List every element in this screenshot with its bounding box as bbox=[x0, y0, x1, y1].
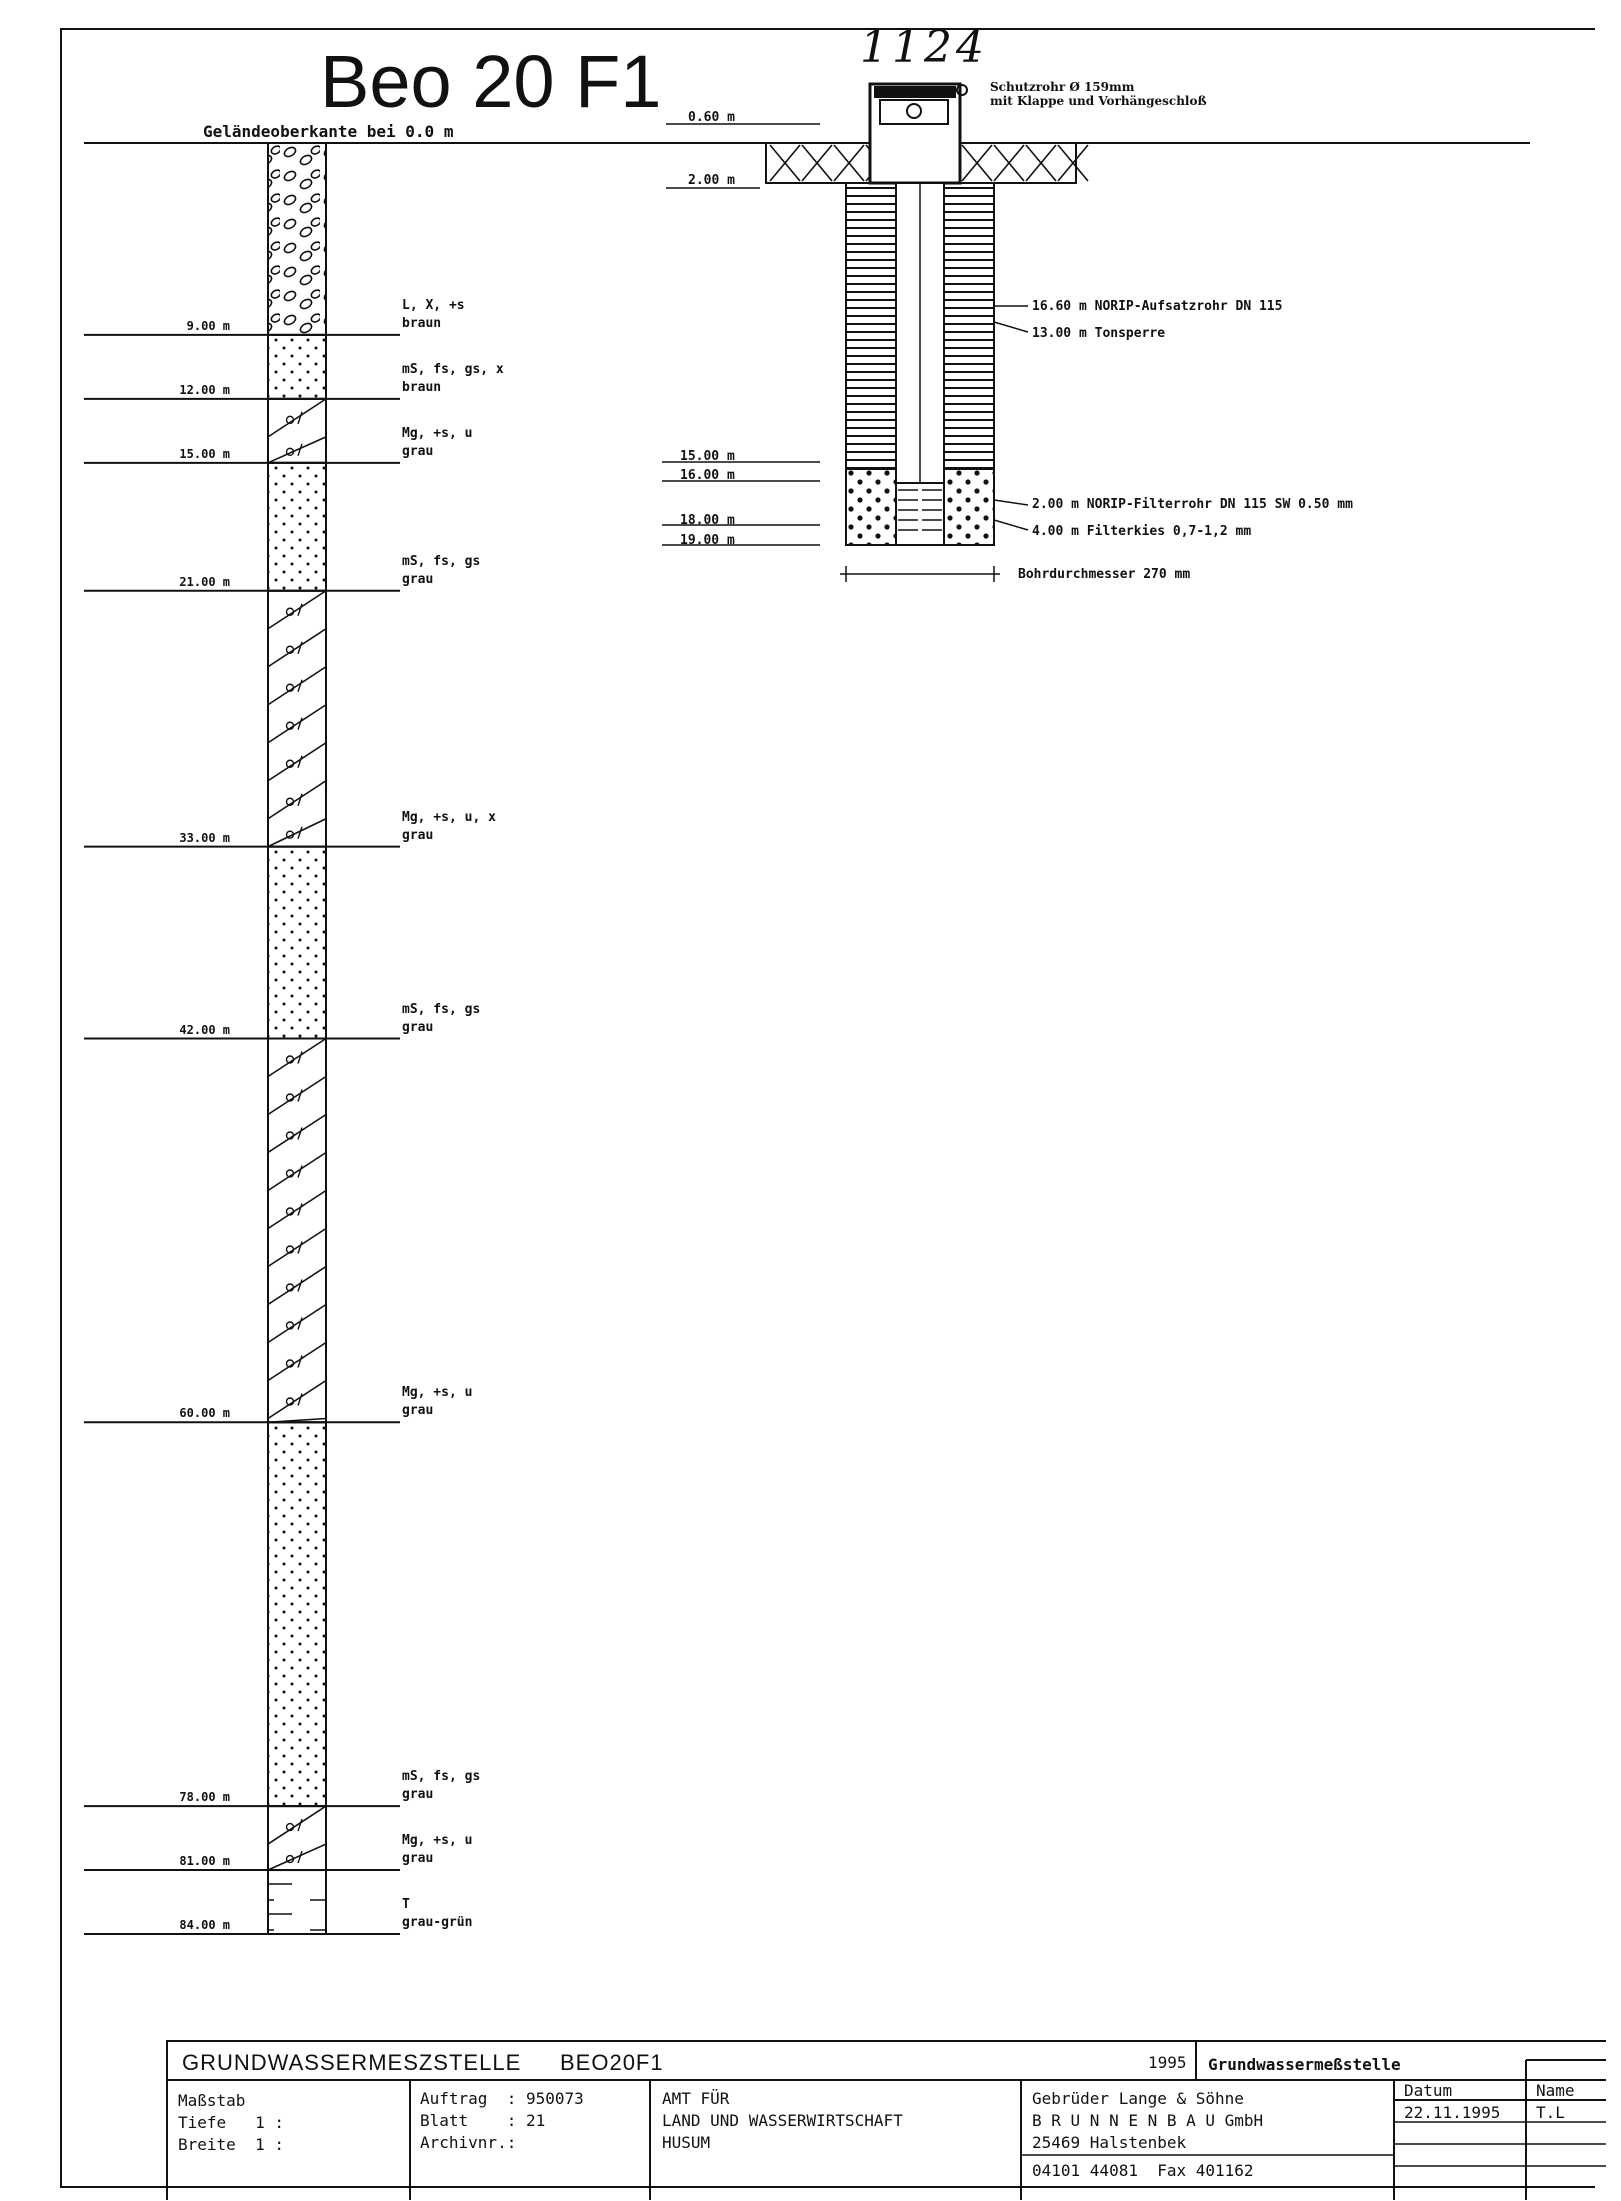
soil-layer-10 bbox=[268, 1870, 326, 1934]
depth-1800: 18.00 m bbox=[680, 513, 735, 528]
layer-description-4 bbox=[402, 553, 480, 589]
tb-name-value: T.L bbox=[1536, 2103, 1565, 2122]
marl-hatch-7 bbox=[268, 1039, 326, 1423]
soil-layer-6 bbox=[268, 847, 326, 1039]
depth-label-2: 12.00 m bbox=[179, 382, 230, 397]
layer-description-10 bbox=[402, 1896, 472, 1932]
layer-soil-1: L, X, +s bbox=[402, 297, 465, 313]
layer-color-5: grau bbox=[402, 827, 434, 843]
callout-filter-pipe: 2.00 m NORIP-Filterrohr DN 115 SW 0.50 mm bbox=[1032, 497, 1353, 512]
depth-200: 2.00 m bbox=[688, 173, 735, 188]
handwritten-number: 1124 bbox=[860, 22, 988, 73]
depth-label-7: 60.00 m bbox=[179, 1406, 230, 1421]
layer-soil-8: mS, fs, gs bbox=[402, 1769, 481, 1785]
layer-color-7: grau bbox=[402, 1403, 434, 1419]
tb-name-header: Name bbox=[1536, 2081, 1575, 2100]
layer-soil-5: Mg, +s, u, x bbox=[402, 809, 496, 825]
layer-color-2: braun bbox=[402, 379, 442, 395]
depth-label-4: 21.00 m bbox=[179, 574, 230, 589]
layer-soil-4: mS, fs, gs bbox=[402, 553, 481, 569]
tb-year: 1995 bbox=[1148, 2053, 1187, 2072]
layer-description-5 bbox=[402, 809, 496, 845]
layer-color-1: braun bbox=[402, 315, 442, 331]
layer-description-3 bbox=[402, 425, 472, 461]
title-block bbox=[166, 2040, 1606, 2200]
ground-level-label: Geländeoberkante bei 0.0 m bbox=[203, 122, 454, 141]
depth-label-6: 42.00 m bbox=[179, 1022, 230, 1037]
callout-filter-gravel: 4.00 m Filterkies 0,7-1,2 mm bbox=[1032, 524, 1252, 539]
layer-color-3: grau bbox=[402, 443, 434, 459]
callout-riser-pipe: 16.60 m NORIP-Aufsatzrohr DN 115 bbox=[1032, 299, 1283, 314]
tb-company-2: B R U N N E N B A U GmbH bbox=[1032, 2111, 1264, 2130]
depth-label-5: 33.00 m bbox=[179, 830, 230, 845]
well-title: Beo 20 F1 bbox=[320, 40, 662, 123]
depth-label-1: 9.00 m bbox=[186, 318, 230, 333]
callout-clay-seal: 13.00 m Tonsperre bbox=[1032, 326, 1166, 341]
tb-archive: Archivnr.: bbox=[420, 2133, 517, 2152]
tb-company-1: Gebrüder Lange & Söhne bbox=[1032, 2089, 1244, 2108]
depth-label-9: 81.00 m bbox=[179, 1854, 230, 1869]
layer-soil-9: Mg, +s, u bbox=[402, 1833, 473, 1849]
depth-label-10: 84.00 m bbox=[179, 1918, 230, 1932]
tb-order: Auftrag : 950073 bbox=[420, 2089, 584, 2108]
borehole bbox=[846, 183, 994, 545]
layer-description-2 bbox=[402, 361, 504, 397]
tb-category: Grundwassermeßstelle bbox=[1208, 2055, 1401, 2074]
depth-label-3: 15.00 m bbox=[179, 446, 230, 461]
depth-label-8: 78.00 m bbox=[179, 1790, 230, 1805]
soil-profile-column bbox=[84, 143, 1530, 1934]
marl-hatch-3 bbox=[268, 399, 326, 463]
soil-layer-5 bbox=[268, 591, 326, 847]
bore-diameter-label: Bohrdurchmesser 270 mm bbox=[1018, 567, 1191, 582]
layer-color-8: grau bbox=[402, 1787, 434, 1803]
layer-soil-10: T bbox=[402, 1897, 410, 1912]
lid-lock-label: mit Klappe und Vorhängeschloß bbox=[990, 94, 1207, 108]
marl-hatch-5 bbox=[268, 591, 326, 847]
layer-description-9 bbox=[402, 1832, 472, 1868]
tb-company-3: 25469 Halstenbek bbox=[1032, 2133, 1187, 2152]
marl-hatch-9 bbox=[268, 1806, 326, 1870]
layer-description-1 bbox=[402, 297, 465, 333]
tb-company-4: 04101 44081 Fax 401162 bbox=[1032, 2161, 1254, 2180]
layer-color-10: grau-grün bbox=[402, 1915, 473, 1930]
filter-gravel-left bbox=[846, 469, 896, 545]
depth-1600: 16.00 m bbox=[680, 468, 735, 483]
tb-well-code: BEO20F1 bbox=[560, 2050, 664, 2075]
layer-soil-6: mS, fs, gs bbox=[402, 1001, 481, 1017]
depth-1900: 19.00 m bbox=[680, 533, 735, 548]
depth-1500: 15.00 m bbox=[680, 449, 735, 464]
filter-pipe bbox=[896, 483, 944, 545]
protective-pipe-label: Schutzrohr Ø 159mm bbox=[990, 80, 1135, 94]
layer-soil-3: Mg, +s, u bbox=[402, 425, 473, 441]
protective-cap bbox=[870, 84, 967, 183]
tb-date-value: 22.11.1995 bbox=[1404, 2103, 1501, 2122]
tb-main-title: GRUNDWASSERMESZSTELLE bbox=[182, 2050, 522, 2075]
tb-scale-width: Breite 1 : bbox=[178, 2135, 284, 2154]
tb-scale-depth: Tiefe 1 : bbox=[178, 2113, 284, 2132]
tb-client-3: HUSUM bbox=[662, 2133, 711, 2152]
depth-060: 0.60 m bbox=[688, 110, 735, 125]
soil-layer-1 bbox=[268, 143, 326, 335]
tb-client-2: LAND UND WASSERWIRTSCHAFT bbox=[662, 2111, 903, 2130]
soil-layer-2 bbox=[268, 335, 326, 399]
layer-color-6: grau bbox=[402, 1019, 434, 1035]
layer-description-6 bbox=[402, 1001, 480, 1037]
layer-description-8 bbox=[402, 1768, 480, 1804]
well-construction bbox=[662, 84, 1088, 582]
layer-color-9: grau bbox=[402, 1851, 434, 1867]
soil-layer-4 bbox=[268, 463, 326, 591]
filter-gravel-right bbox=[944, 469, 994, 545]
soil-layer-8 bbox=[268, 1422, 326, 1806]
layer-soil-2: mS, fs, gs, x bbox=[402, 361, 504, 377]
layer-description-7 bbox=[402, 1384, 472, 1420]
tb-date-header: Datum bbox=[1404, 2081, 1453, 2100]
tb-scale-label: Maßstab bbox=[178, 2091, 246, 2110]
layer-color-4: grau bbox=[402, 571, 434, 587]
layer-soil-7: Mg, +s, u bbox=[402, 1385, 473, 1401]
bore-diameter-dimension bbox=[840, 566, 1000, 582]
tb-sheet: Blatt : 21 bbox=[420, 2111, 546, 2130]
tb-client-1: AMT FÜR bbox=[662, 2089, 730, 2108]
